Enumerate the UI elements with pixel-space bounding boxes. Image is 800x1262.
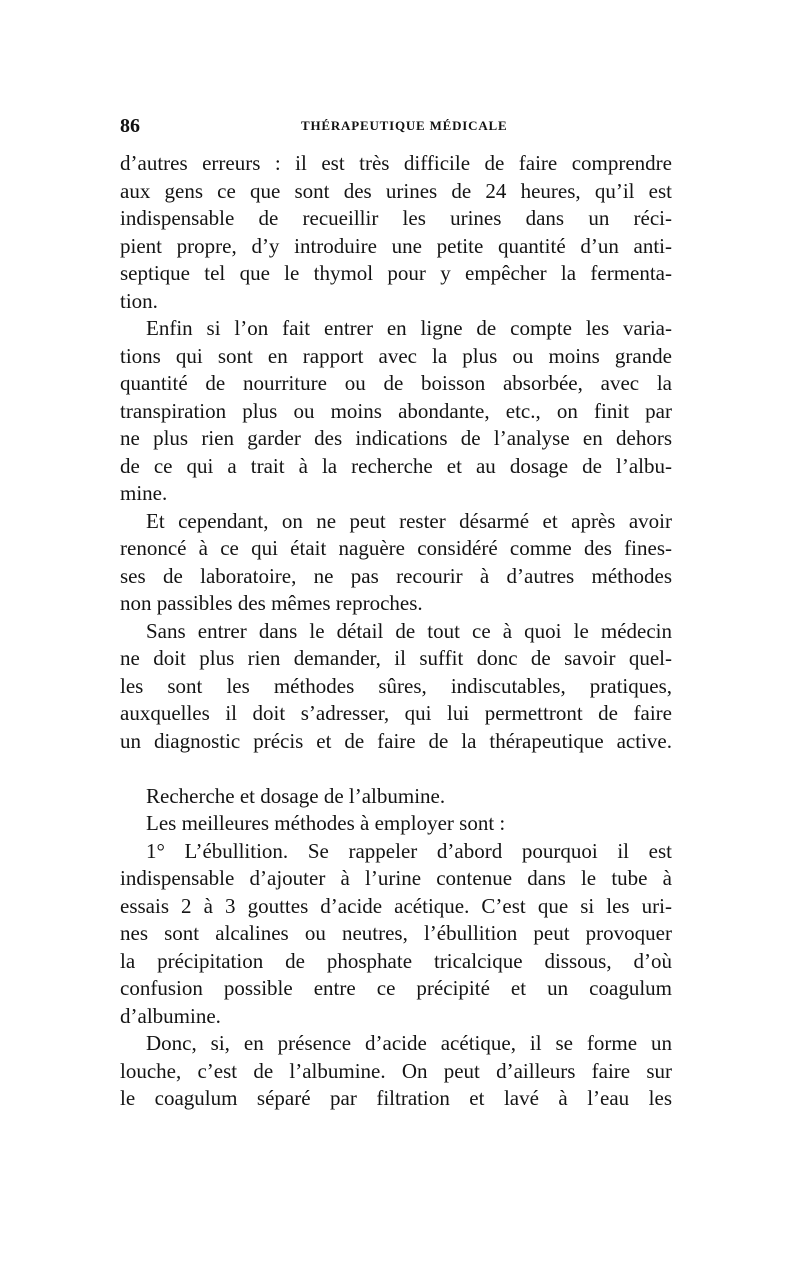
text-line: mine. [120, 481, 168, 505]
paragraph [120, 1030, 672, 1113]
page-number: 86 [120, 115, 140, 137]
text-line: de ce qui a trait à la recherche et au dosage de l’albu- [120, 453, 672, 478]
text-line: tion. [120, 288, 158, 313]
paragraph [120, 508, 672, 618]
section-heading [120, 783, 672, 811]
text-line: septique tel que le thymol pour y empêcher la fermenta- [120, 261, 672, 285]
text-line: non passibles des mêmes reproches. [120, 591, 423, 615]
text-line: d’autres erreurs : il est très difficile de faire comprendre [120, 151, 672, 175]
paragraph [120, 810, 672, 838]
text-line: confusion possible entre ce précipité et un coagulum [120, 976, 672, 1000]
text-line: auxquelles il doit s’adresser, qui lui permettront de faire [120, 701, 672, 725]
text-line: indispensable de recueillir les urines dans un réci- [120, 206, 672, 230]
text-line: Recherche et dosage de l’albumine. [146, 783, 446, 808]
paragraph [120, 618, 672, 756]
paragraph-spacer [120, 755, 672, 783]
text-line: Donc, si, en présence d’acide acétique, il se forme un [146, 1031, 672, 1055]
text-line: Et cependant, on ne peut rester désarmé et après avoir [146, 508, 672, 533]
text-line: indispensable d’ajouter à l’urine contenue dans le tube à [120, 866, 672, 890]
text-line: Enfin si l’on fait entrer en ligne de compte les varia- [146, 316, 672, 340]
text-line: les sont les méthodes sûres, indiscutables, pratiques, [120, 673, 672, 698]
text-line: 1° L’ébullition. Se rappeler d’abord pourquoi il est [146, 838, 672, 863]
text-line: renoncé à ce qui était naguère considéré comme des fines- [120, 536, 672, 560]
text-line: la précipitation de phosphate tricalcique dissous, d’où [120, 948, 672, 973]
text-line: nes sont alcalines ou neutres, l’ébullition peut provoquer [120, 921, 672, 945]
text-line: ne doit plus rien demander, il suffit donc de savoir quel- [120, 646, 672, 670]
paragraph [120, 315, 672, 508]
paragraph [120, 838, 672, 1031]
text-line: pient propre, d’y introduire une petite quantité d’un anti- [120, 233, 672, 258]
text-line: Les meilleures méthodes à employer sont : [146, 811, 506, 835]
text-line: transpiration plus ou moins abondante, etc., on finit par [120, 398, 672, 423]
text-line: quantité de nourriture ou de boisson absorbée, avec la [120, 371, 672, 395]
text-line: tions qui sont en rapport avec la plus ou moins grande [120, 343, 672, 368]
text-line: louche, c’est de l’albumine. On peut d’ailleurs faire sur [120, 1058, 672, 1083]
paragraph [120, 150, 672, 315]
page-header [120, 115, 672, 139]
text-line: d’albumine. [120, 1003, 221, 1028]
text-line: le coagulum séparé par filtration et lavé à l’eau les [120, 1086, 672, 1110]
text-line: Sans entrer dans le détail de tout ce à quoi le médecin [146, 618, 672, 643]
text-line: ne plus rien garder des indications de l’analyse en dehors [120, 426, 672, 450]
body-text [120, 150, 672, 1113]
text-line: essais 2 à 3 gouttes d’acide acétique. C’est que si les uri- [120, 893, 672, 918]
running-head: THÉRAPEUTIQUE MÉDICALE [301, 118, 508, 133]
text-line: un diagnostic précis et de faire de la thérapeutique active. [120, 728, 672, 753]
text-line: ses de laboratoire, ne pas recourir à d’autres méthodes [120, 563, 672, 588]
text-line: aux gens ce que sont des urines de 24 heures, qu’il est [120, 178, 672, 203]
